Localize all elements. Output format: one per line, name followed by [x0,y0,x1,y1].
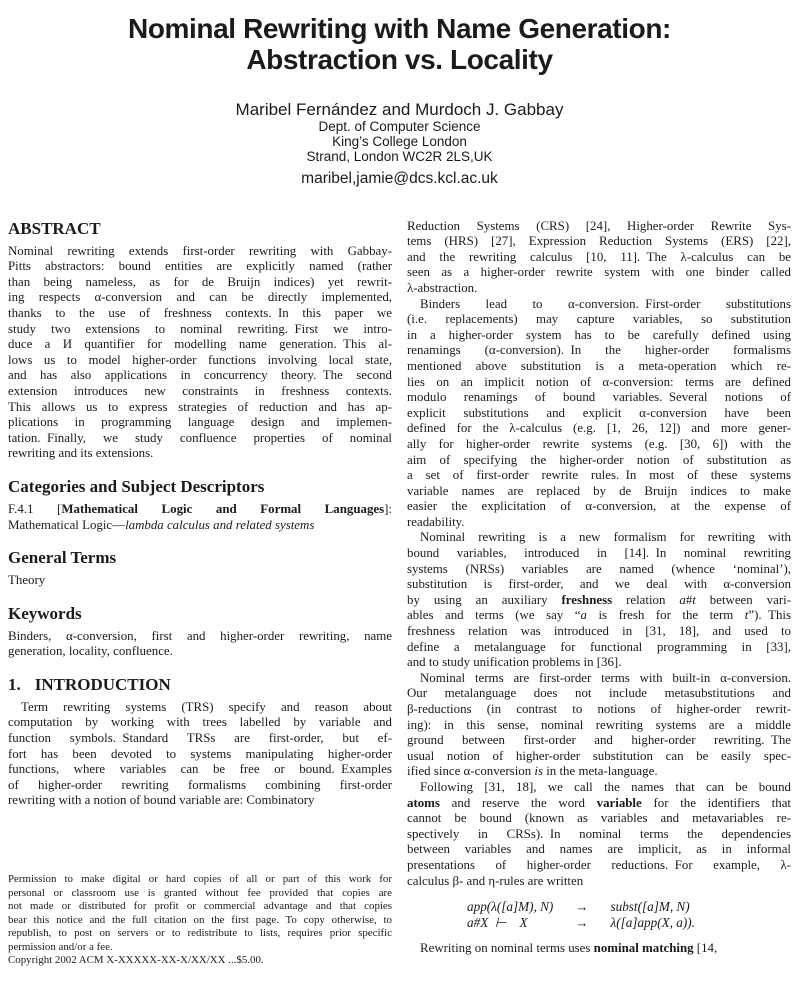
text-line: calculus β- and η-rules are written [407,873,584,888]
text-line: Term rewriting systems (TRS) specify and reason about [21,699,392,714]
section-heading-introduction [8,675,392,694]
rewrite-arrow: → [575,899,589,915]
text-line: thanks to the use of freshness contexts. In this paper we [8,305,392,320]
text-line: Reduction Systems (CRS) [24], Higher-order Rewrite Sys- [407,218,791,233]
author-block [8,100,791,188]
body-paragraph [407,297,791,531]
text-line: duce a И quantifier for modelling name generation. This al- [8,337,392,352]
copyright-line [8,954,392,968]
text-line: bound variables, introduced in [14]. In nominal rewriting [407,546,791,561]
affiliation [8,119,791,165]
text-line: systems (NRSs) variables are named (whence ‘nominal’), [407,561,791,576]
text-line: plications in programming language design and implemen- [8,415,392,430]
text-line: fort has been devoted to systems manipulating higher-order [8,746,392,761]
display-equation [467,899,695,931]
text-line: of higher-order rewriting formalisms combining first-order [8,777,392,792]
text-line: permission and/or a fee. [8,940,113,953]
text-line: defined for the λ-calculus (e.g. [1, 26, 12]) and more gener- [407,421,791,436]
text-line: ing respects α-conversion and can be directly implemented, [8,290,392,305]
text-line: republish, to post on servers or to redistribute to lists, requires prior specific [8,927,392,940]
body-paragraph [407,671,791,780]
text-line: computation by working with trees labelled by variable and [8,715,392,730]
text-line: (i.e. replacements) may capture variables, so substitution [407,312,791,327]
text-line: not made or distributed for profit or commercial advantage and that copies [8,900,392,913]
text-line: Strand, London WC2R 2LS,UK [306,149,493,165]
text-line: spectively in CRSs). In nominal terms the dependencies [407,826,791,841]
text-line: ing): in this sense, nominal rewriting systems are a middle [407,717,791,732]
text-line: λ-abstraction. [407,280,478,295]
text-line: β-reductions (in contrast to notions of higher-order rewrit- [407,702,791,717]
paper-title [8,13,791,75]
section-title: INTRODUCTION [34,674,171,694]
text-line: personal or classroom use is granted without fee provided that copies are [8,886,392,899]
text-line: by using an auxiliary freshness relation a#t between vari- [407,592,791,607]
text-line: F.4.1 [Mathematical Logic and Formal Languages]: [8,501,392,516]
text-line: lows us to model higher-order functions involving local state, [8,352,392,367]
two-column-body [8,219,791,981]
permission-notice [8,873,392,954]
text-line: variable names are replaced by de Bruijn indices to make [407,483,791,498]
text-line: Nominal rewriting is a new formalism for rewriting with [420,530,791,545]
text-line: King’s College London [332,134,467,150]
text-line: Theory [8,573,46,588]
text-line: functions, where variables can be free or bound. Examples [8,762,392,777]
copyright-footnote [8,873,392,981]
author-names: Maribel Fernández and Murdoch J. Gabbay [235,100,564,119]
text-line: than being nameless, as for de Bruijn indices) yet rewrit- [8,274,392,289]
text-line: tation. Finally, we study confluence properties of nominal [8,430,392,445]
equation-rhs: subst([a]M, N) [610,899,690,915]
text-line: rewriting and its extensions. [8,446,154,461]
text-line: a set of first-order rewrite rules. In most of these systems [407,468,791,483]
text-line: substitution is first-order, and we deal with α-conversion [407,577,791,592]
text-line: Nominal terms are first-order terms with built-in α-conversion. [420,670,791,685]
text-line: Binders lead to α-conversion. First-order substitutions [420,296,791,311]
body-paragraph [407,219,791,297]
text-line: define a metalanguage for functional programming in [33], [407,639,791,654]
text-line: function symbols. Standard TRSs are first-order, but ef- [8,731,392,746]
text-line: Following [31, 18], we call the names that can be bound [420,779,791,794]
text-line: bear this notice and the full citation on the first page. To copy otherwise, to [8,913,392,926]
text-line: extension introduces new constraints in freshness contexts. [8,383,392,398]
equation-lhs: a#X ⊢ X [467,915,528,931]
text-line: cannot be bound (known as variables and metavariables re- [407,811,791,826]
text-line: Our metalanguage does not include metasubstitutions and [407,686,791,701]
text-line: usual notion of higher-order substitution can be easily spec- [407,748,791,763]
text-line: Rewriting on nominal terms uses nominal matching [14, [420,941,718,956]
equation-rhs: λ([a]app(X, a)). [610,915,695,931]
body-paragraph [407,530,791,670]
text-line: aim of specifying the higher-order notion of substitution as [407,452,791,467]
paper-title-line2: Abstraction vs. Locality [246,44,553,75]
email-address: maribel,jamie@dcs.kcl.ac.uk [301,169,498,187]
keywords-paragraph [8,629,392,660]
general-terms-paragraph [8,573,392,589]
text-line: freshness relation was introduced in [31, 18], and used to [407,624,791,639]
right-column [407,219,791,957]
section-heading-abstract: ABSTRACT [8,218,101,238]
section-heading-general-terms: General Terms [8,548,117,568]
introduction-paragraph [8,700,392,809]
text-line: and has also applications in concurrency theory. The second [8,368,392,383]
equation-lhs: app(λ([a]M), N) [467,899,554,915]
section-number: 1. [8,674,21,694]
text-line: ally for higher-order rewrite systems (e.g. [30, 6]) with the [407,436,791,451]
categories-paragraph [8,502,392,533]
text-line: lies on an implicit notion of α-conversion: terms are defined [407,374,791,389]
text-line: Dept. of Computer Science [318,119,481,134]
text-line: Copyright 2002 ACM X-XXXXX-XX-X/XX/XX ...$5.00. [8,954,264,967]
text-line: in a higher-order system has to be carefully defined using [407,327,791,342]
text-line: Nominal rewriting extends first-order rewriting with Gabbay- [8,243,392,258]
text-line: and to study unification problems in [36]. [407,655,622,670]
text-line: study two extensions to nominal rewriting. First we intro- [8,321,392,336]
text-line: presentations of higher-order reductions. For example, λ- [407,857,791,872]
paper-title-line1: Nominal Rewriting with Name Generation: [128,13,671,44]
text-line: ified since α-conversion is in the meta-language. [407,764,658,779]
body-paragraph [407,780,791,889]
rewrite-arrow: → [575,915,589,931]
text-line: renamings (α-conversion). In the higher-order formalisms [407,343,791,358]
text-line: atoms and reserve the word variable for the identifiers that [407,795,791,810]
text-line: readability. [407,514,465,529]
text-line: Pitts abstractors: bound entities are explicitly named (rather [8,259,392,274]
text-line: between variables and names are implicit, as in informal [407,842,791,857]
text-line: tems (HRS) [27], Expression Reduction Systems (ERS) [22], [407,234,791,249]
section-heading-categories: Categories and Subject Descriptors [8,476,265,496]
abstract-paragraph [8,244,392,462]
text-line: rewriting with a notion of bound variable are: Combinatory [8,793,315,808]
text-line: generation, locality, confluence. [8,644,173,659]
text-line: Permission to make digital or hard copies of all or part of this work for [8,873,392,886]
text-line: ground between first-order and higher-order rewriting. The [407,733,791,748]
text-line: modulo renamings of bound variables. Several notions of [407,390,791,405]
text-line: This allows us to express strategies of reduction and has ap- [8,399,392,414]
body-paragraph [407,941,791,957]
text-line: mentioned above substitution is a meta-operation which re- [407,358,791,373]
text-line: easier the explicitation of α-conversion, at the expense of [407,499,791,514]
text-line: seen as a higher-order rewrite system with one binder called [407,265,791,280]
text-line: Mathematical Logic—lambda calculus and related systems [8,517,315,532]
left-column [8,219,392,981]
text-line: explicit substitutions and explicit α-conversion have been [407,405,791,420]
text-line: Binders, α-conversion, first and higher-order rewriting, name [8,628,392,643]
text-line: ables and terms (we say “a is fresh for the term t”). This [407,608,791,623]
section-heading-keywords: Keywords [8,603,82,623]
text-line: and the rewriting calculus [10, 11]. The λ-calculus can be [407,249,791,264]
